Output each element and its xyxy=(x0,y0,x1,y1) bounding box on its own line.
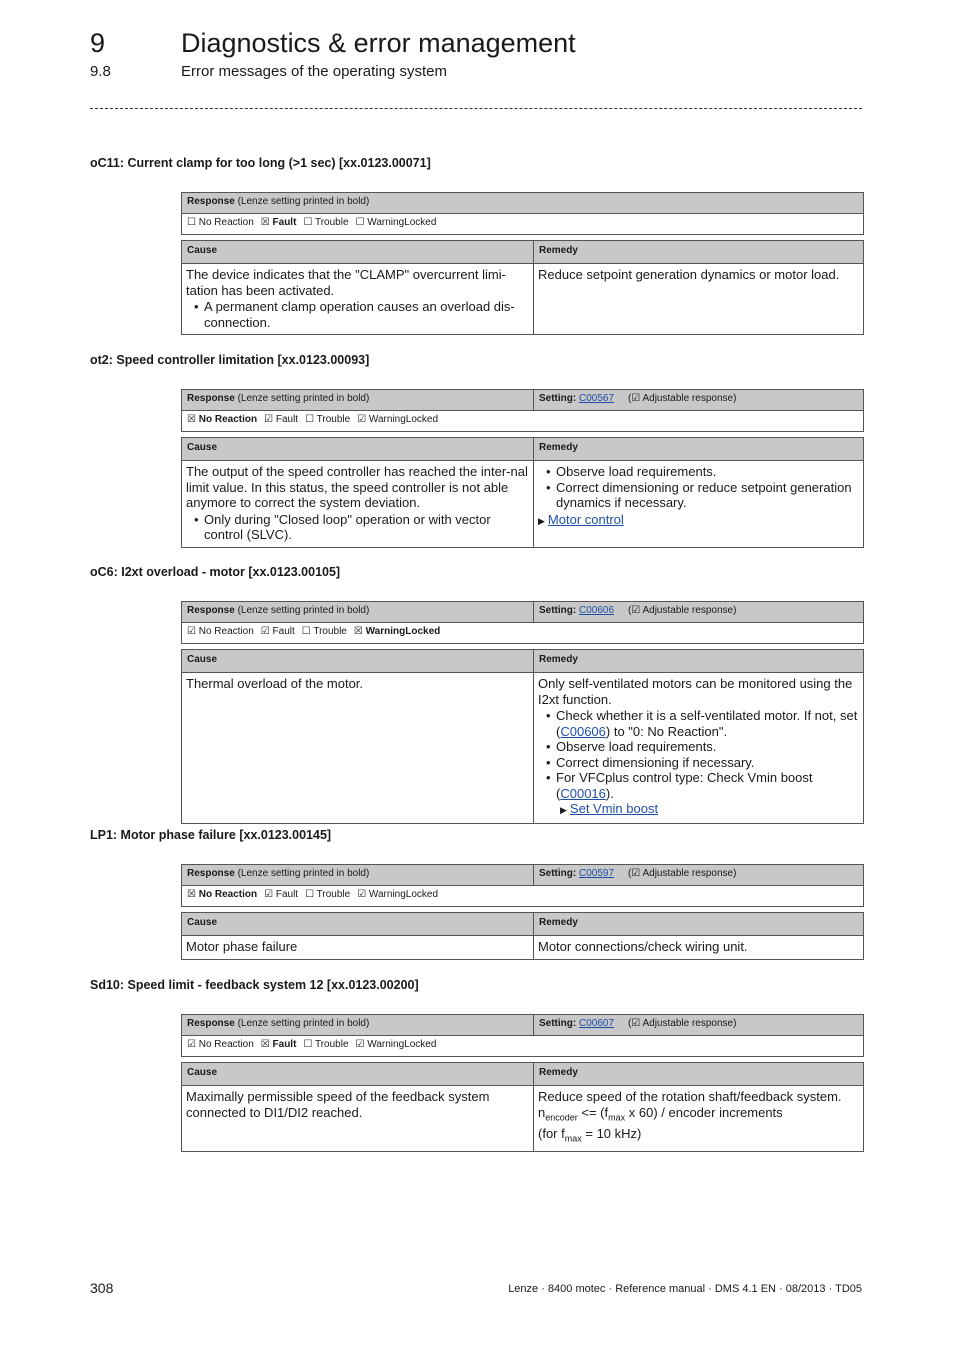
section-title: Error messages of the operating system xyxy=(181,63,447,80)
cause-header: Cause xyxy=(182,913,534,936)
setting-link-c00597[interactable]: C00597 xyxy=(579,868,615,879)
remedy-cell: Only self-ventilated motors can be monitored using the I2xt function. • Check whether it is a self-ventilated motor. If not, set (C00606) to "0: No Reaction". • Observe load requirements. • Correct dimensioning if necessary. • For VFCplus control type: Check Vmin boost (C00016). ▶ Set Vmin boost xyxy=(534,673,864,824)
arrow-icon: ▶ xyxy=(560,805,567,815)
error-heading-sd10: Sd10: Speed limit - feedback system 12 [xx.0123.00200] xyxy=(90,978,419,992)
remedy-header: Remedy xyxy=(534,241,864,264)
cause-cell: The output of the speed controller has reached the inter-nal limit value. In this status, the speed controller is not able anymore to correct the system deviation. • Only during "Closed loop" operation or with vector control (SLVC). xyxy=(182,461,534,548)
page-number: 308 xyxy=(90,1280,114,1296)
error-heading-oc6: oC6: I2xt overload - motor [xx.0123.00105] xyxy=(90,565,341,579)
cause-cell: Maximally permissible speed of the feedback system connected to DI1/DI2 reached. xyxy=(182,1086,534,1152)
remedy-header: Remedy xyxy=(534,438,864,461)
cause-cell: Thermal overload of the motor. xyxy=(182,673,534,824)
response-options: ☒ No Reaction ☑ Fault ☐ Trouble ☑ WarningLocked xyxy=(182,411,864,432)
remedy-header: Remedy xyxy=(534,1063,864,1086)
response-header: Response (Lenze setting printed in bold) xyxy=(182,865,534,886)
setting-link-c00607[interactable]: C00607 xyxy=(579,1018,615,1029)
cause-header: Cause xyxy=(182,1063,534,1086)
response-table-sd10 xyxy=(181,1014,864,1057)
cause-remedy-table-oc11 xyxy=(181,240,864,335)
cause-remedy-table-oc6 xyxy=(181,649,864,824)
cause-header: Cause xyxy=(182,438,534,461)
link-motor-control[interactable]: Motor control xyxy=(547,511,624,527)
response-table-lp1 xyxy=(181,864,864,907)
response-table-oc11 xyxy=(181,192,864,235)
chapter-title: Diagnostics & error management xyxy=(181,28,576,58)
response-header: Response (Lenze setting printed in bold) xyxy=(182,602,534,623)
response-header: Response (Lenze setting printed in bold) xyxy=(182,1015,534,1036)
remedy-cell: Reduce speed of the rotation shaft/feedback system. $n_{encoder} <= (f_{max}$ x 60) / encoder increments (for $f_{max} = 10$ kHz) xyxy=(534,1086,864,1152)
arrow-icon: ▶ xyxy=(538,515,545,526)
remedy-cell: Reduce setpoint generation dynamics or motor load. xyxy=(534,264,864,335)
response-table-oc6 xyxy=(181,601,864,644)
link-c00016[interactable]: C00016 xyxy=(560,785,606,801)
link-set-vmin-boost[interactable]: Set Vmin boost xyxy=(569,801,659,816)
response-header: Response (Lenze setting printed in bold) xyxy=(182,193,864,214)
link-c00606[interactable]: C00606 xyxy=(560,723,606,739)
response-options: ☒ No Reaction ☑ Fault ☐ Trouble ☑ WarningLocked xyxy=(182,886,864,907)
formula: $n_{encoder} <= (f_{max}$ x 60) / encoder increments xyxy=(538,1104,783,1123)
cause-header: Cause xyxy=(182,650,534,673)
setting-link-c00606[interactable]: C00606 xyxy=(579,605,615,616)
setting-link-c00567[interactable]: C00567 xyxy=(579,393,615,404)
cause-cell: Motor phase failure xyxy=(182,936,534,960)
error-heading-lp1: LP1: Motor phase failure [xx.0123.00145] xyxy=(90,828,332,842)
header-divider xyxy=(90,108,862,109)
response-table-ot2 xyxy=(181,389,864,432)
remedy-header: Remedy xyxy=(534,650,864,673)
response-options: ☑ No Reaction ☑ Fault ☐ Trouble ☒ WarningLocked xyxy=(182,623,864,644)
cause-cell: The device indicates that the "CLAMP" overcurrent limi-tation has been activated. • A permanent clamp operation causes an overload dis-connection. xyxy=(182,264,534,335)
error-heading-oc11: oC11: Current clamp for too long (>1 sec) [xx.0123.00071] xyxy=(90,156,431,170)
chapter-number: 9 xyxy=(90,28,106,58)
response-header: Response (Lenze setting printed in bold) xyxy=(182,390,534,411)
remedy-header: Remedy xyxy=(534,913,864,936)
setting-cell: Setting: C00607 (☑ Adjustable response) xyxy=(534,1015,864,1036)
remedy-cell: Motor connections/check wiring unit. xyxy=(534,936,864,960)
setting-cell: Setting: C00606 (☑ Adjustable response) xyxy=(534,602,864,623)
cause-remedy-table-sd10 xyxy=(181,1062,864,1152)
response-options: ☑ No Reaction ☒ Fault ☐ Trouble ☑ WarningLocked xyxy=(182,1036,864,1057)
setting-cell: Setting: C00597 (☑ Adjustable response) xyxy=(534,865,864,886)
cause-remedy-table-ot2 xyxy=(181,437,864,548)
section-number: 9.8 xyxy=(90,63,111,80)
response-options: ☐ No Reaction ☒ Fault ☐ Trouble ☐ WarningLocked xyxy=(182,214,864,235)
setting-cell: Setting: C00567 (☑ Adjustable response) xyxy=(534,390,864,411)
cause-header: Cause xyxy=(182,241,534,264)
cause-remedy-table-lp1 xyxy=(181,912,864,960)
error-heading-ot2: ot2: Speed controller limitation [xx.0123.00093] xyxy=(90,353,370,367)
remedy-cell: • Observe load requirements. • Correct dimensioning or reduce setpoint generation dynamics if necessary. ▶ Motor control xyxy=(534,461,864,548)
footer-info: Lenze · 8400 motec · Reference manual · DMS 4.1 EN · 08/2013 · TD05 xyxy=(508,1283,862,1295)
